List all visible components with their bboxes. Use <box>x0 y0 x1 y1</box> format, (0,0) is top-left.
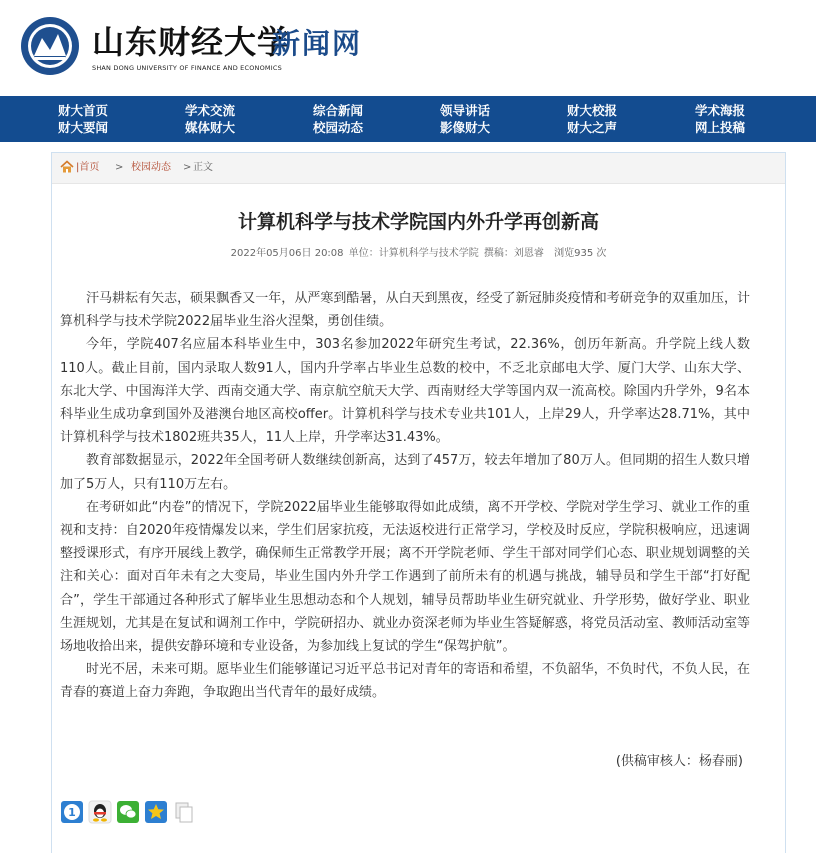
article-views: 浏览935 次 <box>554 248 607 259</box>
svg-text:1: 1 <box>68 806 76 819</box>
nav-item-academic[interactable]: 学术交流 <box>184 103 235 118</box>
nav-item-campus[interactable]: 校园动态 <box>312 120 363 135</box>
qq-icon[interactable] <box>88 800 112 824</box>
article-paragraph: 时光不居，未来可期。愿毕业生们能够谨记习近平总书记对青年的寄语和希望，不负韶华，不负时代，不负人民，在青春的赛道上奋力奔跑，争取跑出当代青年的最好成绩。 <box>60 662 750 701</box>
breadcrumb <box>52 153 785 184</box>
star-icon[interactable] <box>144 800 168 824</box>
breadcrumb-current: 正文 <box>193 162 213 173</box>
nav-item-home[interactable]: 财大首页 <box>57 103 108 118</box>
nav-item-newspaper[interactable]: 财大校报 <box>566 103 617 118</box>
article-title: 计算机科学与技术学院国内外升学再创新高 <box>237 211 599 233</box>
main-nav <box>0 96 816 142</box>
wechat-icon[interactable] <box>116 800 140 824</box>
nav-column-3 <box>288 102 388 136</box>
article-body <box>60 287 750 705</box>
nav-item-images[interactable]: 影像财大 <box>439 120 490 135</box>
share-1-icon[interactable] <box>60 800 84 824</box>
breadcrumb-section[interactable]: 校园动态 <box>131 162 171 173</box>
nav-column-6 <box>670 102 770 136</box>
article-signoff: (供稿审核人：杨春丽) <box>615 754 743 769</box>
nav-item-posters[interactable]: 学术海报 <box>694 103 745 118</box>
breadcrumb-home[interactable]: |首页 <box>76 162 100 173</box>
logo-en-text: SHAN DONG UNIVERSITY OF FINANCE AND ECONOMICS <box>92 64 282 72</box>
breadcrumb-sep: > <box>183 162 192 173</box>
nav-item-voice[interactable]: 财大之声 <box>566 120 617 135</box>
nav-item-key-news[interactable]: 财大要闻 <box>57 120 108 135</box>
article-meta <box>52 247 785 261</box>
article-paragraph: 今年，学院407名应届本科毕业生中，303名参加2022年研究生考试，22.36%，创历年新高。升学院上线人数110人。截止目前，国内录取人数91人，国内升学率占毕业生总数的校中，不乏北京邮电大学、厦门大学、山东大学、东北大学、中国海洋大学、西南交通大学、南京航空航天大学、西南财经大学等国内双一流高校。除国内升学外，9名本科毕业生成功拿到国外及港澳台地区高校offer。计算机科学与技术专业共101人，上岸29人，升学率达28.71%，其中计算机科学与技术1802班共35人，11人上岸，升学率达31.43%。 <box>60 337 750 446</box>
article-paragraph: 汗马耕耘有矢志，硕果飘香又一年，从严寒到酷暑，从白天到黑夜，经受了新冠肺炎疫情和考研竞争的双重加压，计算机科学与技术学院2022届毕业生浴火涅槃，勇创佳绩。 <box>60 291 750 330</box>
nav-column-1 <box>33 102 133 136</box>
home-icon[interactable] <box>60 160 74 174</box>
article-author: 撰稿：刘恩睿 <box>483 248 544 259</box>
nav-item-general-news[interactable]: 综合新闻 <box>312 103 363 118</box>
article-unit: 单位：计算机科学与技术学院 <box>348 248 479 259</box>
nav-item-media[interactable]: 媒体财大 <box>184 120 235 135</box>
site-name[interactable]: 新闻网 <box>272 27 363 60</box>
breadcrumb-sep: > <box>115 162 124 173</box>
nav-column-2 <box>160 102 260 136</box>
nav-item-submit[interactable]: 网上投稿 <box>694 120 745 135</box>
nav-item-speeches[interactable]: 领导讲话 <box>439 103 490 118</box>
copy-icon[interactable] <box>172 800 196 824</box>
university-seal-icon[interactable] <box>20 16 80 76</box>
article-panel <box>51 152 786 853</box>
nav-column-5 <box>542 102 642 136</box>
nav-column-4 <box>415 102 515 136</box>
article-paragraph: 教育部数据显示，2022年全国考研人数继续创新高，达到了457万，较去年增加了80万人。但同期的招生人数只增加了5万人，只有110万左右。 <box>60 453 750 492</box>
logo-cn-text: 山东财经大学 <box>92 23 291 61</box>
article-paragraph: 在考研如此“内卷”的情况下，学院2022届毕业生能够取得如此成绩，离不开学校、学院对学生学习、就业工作的重视和支持：自2020年疫情爆发以来，学生们居家抗疫，无法返校进行正常学习，学校及时反应，学院积极响应，迅速调整授课形式，有序开展线上教学，确保师生正常教学开展；离不开学院老师、学生干部对同学们心态、职业规划调整的关注和关心：面对百年未有之大变局，毕业生国内外升学工作遇到了前所未有的机遇与挑战，辅导员和学生干部“打好配合”，学生干部通过各种形式了解毕业生思想动态和个人规划，辅导员帮助毕业生研究就业、升学形势，做好学业、职业生涯规划，尤其是在复试和调剂工作中，学院研招办、就业办资深老师为毕业生答疑解惑，将党员活动室、教师活动室等场地收拾出来，提供安静环境和专业设备，为参加线上复试的学生“保驾护航”。 <box>60 499 750 655</box>
site-header <box>0 0 816 96</box>
article-date: 2022年05月06日 20:08 <box>230 248 344 259</box>
